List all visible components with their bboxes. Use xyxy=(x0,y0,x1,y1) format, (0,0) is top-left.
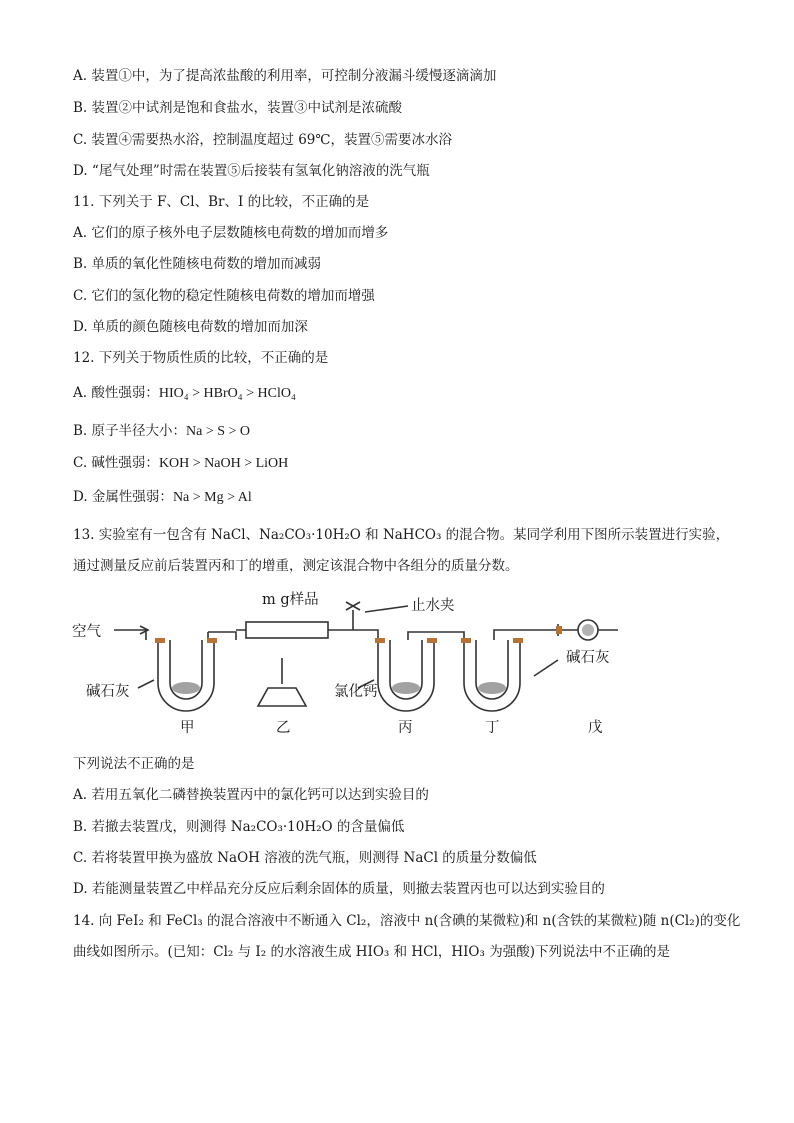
label-yi: 乙 xyxy=(276,720,291,736)
q10-option-a: A. 装置①中，为了提高浓盐酸的利用率，可控制分液漏斗缓慢逐滴滴加 xyxy=(73,68,497,84)
q11-option-d: D. 单质的颜色随核电荷数的增加而加深 xyxy=(73,319,308,335)
u-tube-bing xyxy=(378,640,434,711)
q12-option-b xyxy=(73,422,250,441)
q11-option-b: B. 单质的氧化性随核电荷数的增加而减弱 xyxy=(73,256,322,272)
label-jia: 甲 xyxy=(180,720,195,736)
label-ding: 丁 xyxy=(485,720,500,736)
label-cacl2: 氯化钙 xyxy=(334,684,378,700)
q11-option-a: A. 它们的原子核外电子层数随核电荷数的增加而增多 xyxy=(73,225,389,241)
q12-b-formula: Na > S > O xyxy=(186,424,251,439)
q12-stem: 12. 下列关于物质性质的比较，不正确的是 xyxy=(73,350,329,366)
q13-prompt: 下列说法不正确的是 xyxy=(73,756,195,772)
q11-stem: 11. 下列关于 F、Cl、Br、I 的比较，不正确的是 xyxy=(73,194,370,210)
q12-option-d xyxy=(73,488,252,507)
q13-option-b: B. 若撤去装置戊，则测得 Na₂CO₃·10H₂O 的含量偏低 xyxy=(73,819,405,835)
clamp-symbol xyxy=(346,602,360,610)
q12-option-a xyxy=(73,384,296,403)
q12-c-label: C. 碱性强弱： xyxy=(73,455,159,471)
q12-c-formula: KOH > NaOH > LiOH xyxy=(158,456,289,471)
u-tube-ding xyxy=(464,640,520,711)
q13-option-d: D. 若能测量装置乙中样品充分反应后剩余固体的质量，则撤去装置丙也可以达到实验目的 xyxy=(73,881,605,897)
q14-stem-line-2: 曲线如图所示。(已知：Cl₂ 与 I₂ 的水溶液生成 HIO₃ 和 HCl，HIO₃ 为强酸)下列说法中不正确的是 xyxy=(73,944,670,960)
apparatus-drawing xyxy=(68,588,628,740)
q12-option-c xyxy=(73,454,288,473)
q11-option-c: C. 它们的氢化物的稳定性随核电荷数的增加而增强 xyxy=(73,288,375,304)
label-bing: 丙 xyxy=(398,720,413,736)
q12-a-formula: HIO₄ > HBrO₄ > HClO₄ xyxy=(158,386,296,401)
label-soda-lime-left: 碱石灰 xyxy=(86,684,130,700)
label-clamp: 止水夹 xyxy=(411,598,455,614)
sample-tube-yi xyxy=(246,622,328,638)
q12-b-label: B. 原子半径大小： xyxy=(73,423,187,439)
label-wu: 戊 xyxy=(588,720,603,736)
q12-a-label: A. 酸性强弱： xyxy=(73,385,159,401)
q10-option-b: B. 装置②中试剂是饱和食盐水，装置③中试剂是浓硫酸 xyxy=(73,100,403,116)
q13-option-c: C. 若将装置甲换为盛放 NaOH 溶液的洗气瓶，则测得 NaCl 的质量分数偏低 xyxy=(73,850,537,866)
apparatus-diagram xyxy=(68,588,628,740)
q10-option-d: D. “尾气处理”时需在装置⑤后接装有氢氧化钠溶液的洗气瓶 xyxy=(73,163,430,179)
q12-d-label: D. 金属性强弱： xyxy=(73,489,173,505)
q13-stem-line-1: 13. 实验室有一包含有 NaCl、Na₂CO₃·10H₂O 和 NaHCO₃ 的混合物。某同学利用下图所示装置进行实验， xyxy=(73,527,730,543)
q13-option-a: A. 若用五氧化二磷替换装置丙中的氯化钙可以达到实验目的 xyxy=(73,787,429,803)
q13-stem-line-2: 通过测量反应前后装置丙和丁的增重，测定该混合物中各组分的质量分数。 xyxy=(73,558,519,574)
q12-d-formula: Na > Mg > Al xyxy=(172,490,252,505)
q14-stem-line-1: 14. 向 FeI₂ 和 FeCl₃ 的混合溶液中不断通入 Cl₂，溶液中 n(含碘的某微粒)和 n(含铁的某微粒)随 n(Cl₂)的变化 xyxy=(73,913,741,929)
label-sample: m g样品 xyxy=(262,592,319,608)
q10-option-c: C. 装置④需要热水浴，控制温度超过 69℃，装置⑤需要冰水浴 xyxy=(73,132,453,148)
air-inlet-tube xyxy=(114,630,146,640)
u-tube-jia xyxy=(158,640,214,711)
label-air: 空气 xyxy=(72,624,101,640)
alcohol-lamp xyxy=(258,688,306,706)
label-soda-lime-right: 碱石灰 xyxy=(566,650,610,666)
